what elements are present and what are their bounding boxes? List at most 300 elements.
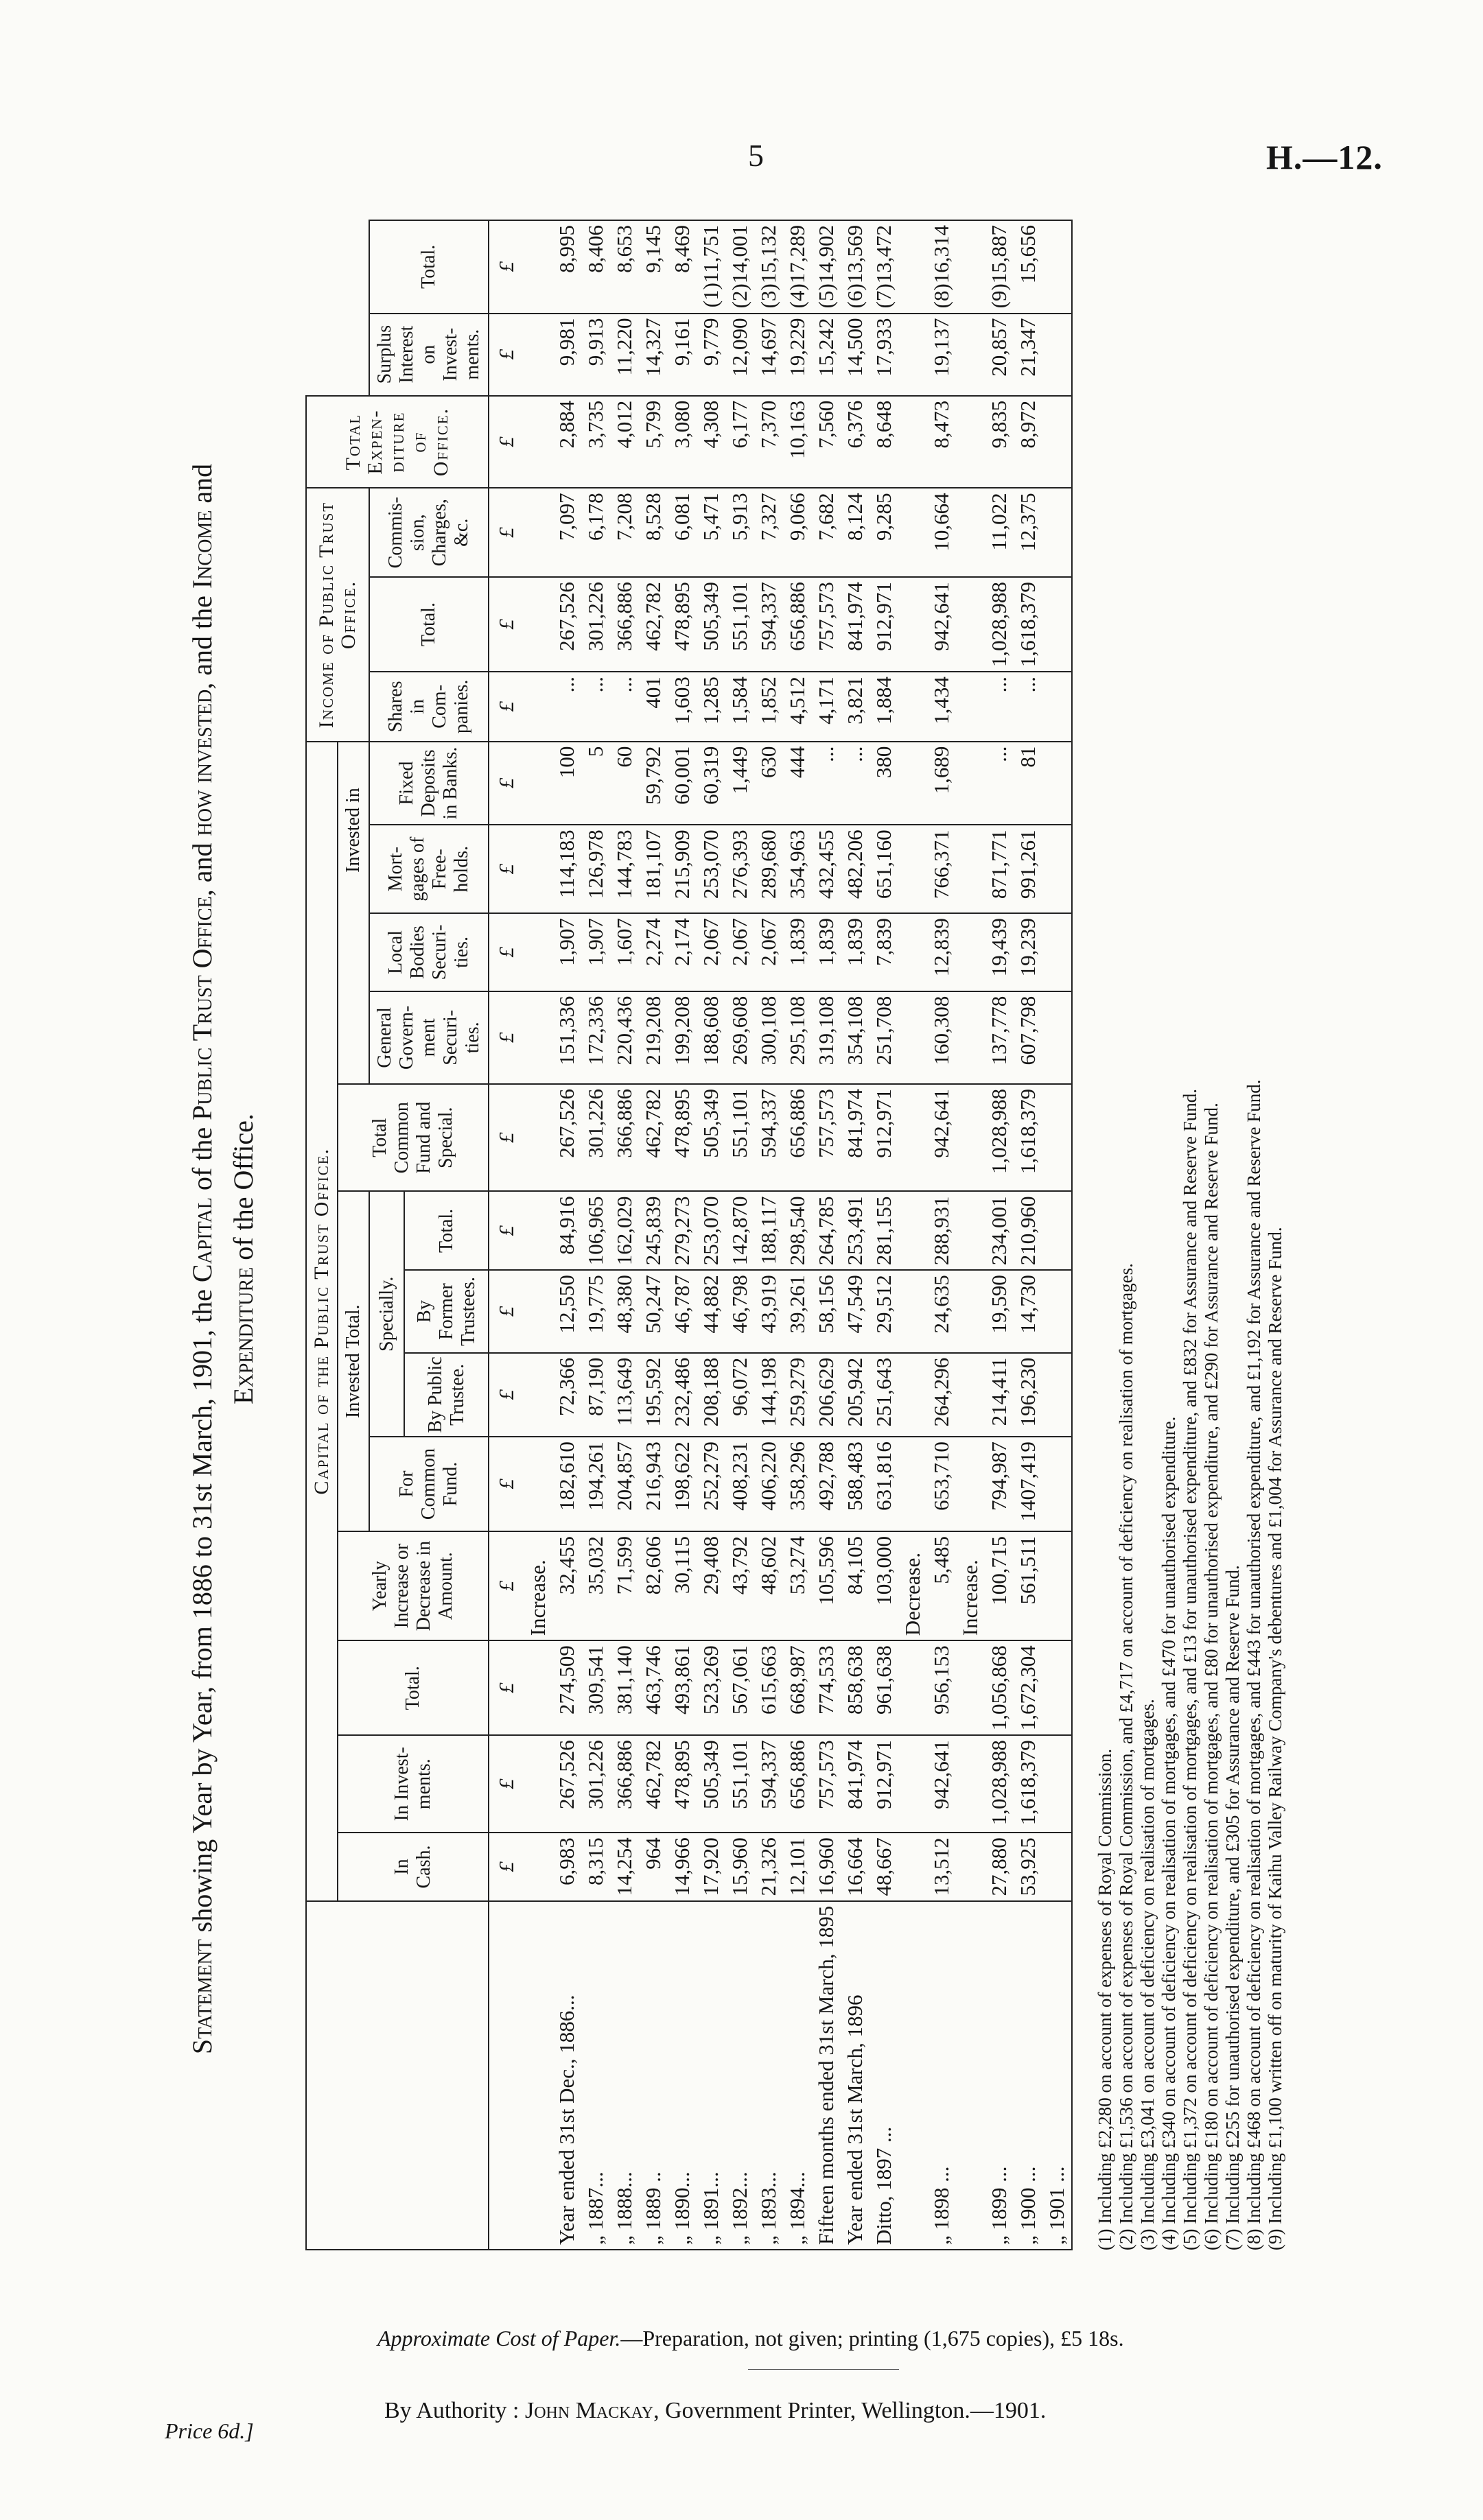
cell-cash: 21,326 [754,1833,783,1901]
cell-common: 631,816 [869,1437,898,1531]
unit-symbol: £ [489,1833,524,1901]
table-row [639,220,668,2250]
cell-invtot: 841,974 [841,577,869,672]
cell-fixed: 100 [552,742,581,825]
cell-surplus: 10,163 [783,396,812,488]
cost-note-label: Approximate Cost of Paper. [377,2326,621,2351]
cell-local: 7,839 [869,913,898,991]
cell-tcs: 942,641 [927,1084,956,1192]
cell-cash: 17,920 [697,1833,725,1901]
cell-common: 794,987 [985,1437,1014,1531]
cell-inv: 757,573 [812,1735,841,1833]
note-cell [898,742,927,825]
cell-change: 105,596 [812,1531,841,1640]
cell-change: 5,485 [927,1531,956,1640]
change-note-row [956,220,985,2250]
cell-local: 1,907 [552,913,581,991]
cell-inctot: 12,090 [725,314,754,396]
cell-spec: 253,070 [697,1192,725,1271]
cell-total: 274,509 [552,1640,581,1735]
change-note-row [898,220,927,2250]
cell-total [1042,1640,1072,1735]
cell-mort: 181,107 [639,825,668,913]
cell-shares: 401 [639,672,668,742]
cell-inv: 1,618,379 [1014,1735,1042,1833]
cell-total: 615,663 [754,1640,783,1735]
fixed-deposits-header: Fixed Deposits in Banks. [369,742,489,825]
title-word-office: Public Trust Office [187,896,218,1120]
note-cell [524,1901,552,2250]
units-row [489,220,524,2250]
cell-inctot: 20,857 [985,314,1014,396]
title-word-capital: Capital [187,1197,218,1283]
cell-comm: 8,124 [841,488,869,577]
unit-symbol: £ [489,1531,524,1640]
cell-inv: 841,974 [841,1735,869,1833]
cell-total: 381,140 [610,1640,639,1735]
cell-spec: 106,965 [581,1192,610,1271]
cell-tcs: 478,895 [668,1084,697,1192]
cell-former: 14,730 [1014,1270,1042,1352]
increase-note-row [524,220,552,2250]
footnotes [1095,261,1286,2250]
note-cell [524,1437,552,1531]
cell-spec: 84,916 [552,1192,581,1271]
cell-inv: 366,886 [610,1735,639,1833]
cell-surplus [1042,396,1072,488]
cell-change: 43,792 [725,1531,754,1640]
total-common-special-header: Total Common Fund and Special. [338,1084,489,1192]
cell-comm: 5,913 [725,488,754,577]
cell-change: 561,511 [1014,1531,1042,1640]
title-text-5: and [187,463,218,510]
unit-symbol: £ [489,577,524,672]
cost-note-text: —Preparation, not given; printing (1,675 copies), £5 18s. [620,2326,1124,2351]
cell-tcs: 505,349 [697,1084,725,1192]
cell-change: 48,602 [754,1531,783,1640]
invested-in-header: Invested in [338,577,369,1084]
note-cell [898,1353,927,1437]
table-row [812,220,841,2250]
cell-mort: 651,160 [869,825,898,913]
table-row [552,220,581,2250]
cell-common: 182,610 [552,1437,581,1531]
cell-mort: 482,206 [841,825,869,913]
cell-fixed: 5 [581,742,610,825]
cell-invtot: 478,895 [668,577,697,672]
row-label: „ 1900 ... [1014,1901,1042,2250]
local-bodies-header: Local Bodies Securi-ties. [369,913,489,991]
cell-common: 358,296 [783,1437,812,1531]
printer-name: John Mackay [524,2398,654,2423]
title-text-4: , and the [187,589,218,690]
cell-mort: 432,455 [812,825,841,913]
cell-comm: 7,682 [812,488,841,577]
cell-cash: 48,667 [869,1833,898,1901]
cell-gov: 295,108 [783,991,812,1084]
note-cell [956,314,985,396]
unit-symbol: £ [489,672,524,742]
note-cell [956,1270,985,1352]
cell-pub: 232,486 [668,1353,697,1437]
cell-change: 100,715 [985,1531,1014,1640]
cell-inv: 912,971 [869,1735,898,1833]
cell-local: 19,239 [1014,913,1042,991]
cell-tcs: 301,226 [581,1084,610,1192]
cell-shares: ... [581,672,610,742]
cell-fixed: 81 [1014,742,1042,825]
cell-shares: 1,434 [927,672,956,742]
row-label: „ 1888... [610,1901,639,2250]
row-label: „ 1898 ... [927,1901,956,2250]
note-cell [524,991,552,1084]
note-cell [956,672,985,742]
title-word-income: Income [187,510,218,589]
cell-exp: (2)14,001 [725,220,754,314]
cell-gov [1042,991,1072,1084]
authority-line [384,2398,1046,2424]
cell-gov: 319,108 [812,991,841,1084]
unit-symbol: £ [489,742,524,825]
row-label: „ 1892... [725,1901,754,2250]
cell-total: 567,061 [725,1640,754,1735]
cell-exp: (8)16,314 [927,220,956,314]
footnote: (7) Including £255 for unauthorised expenditure, and £305 for Assurance and Reserve Fund. [1222,1565,1243,2250]
note-cell [956,1640,985,1735]
cell-comm: 9,066 [783,488,812,577]
footnote: (3) Including £3,041 on account of deficiency on realisation of mortgages. [1137,1699,1158,2250]
cell-gov: 199,208 [668,991,697,1084]
cell-exp [1042,220,1072,314]
cell-common: 406,220 [754,1437,783,1531]
note-cell [956,1735,985,1833]
table-row [1042,220,1072,2250]
cell-tcs: 267,526 [552,1084,581,1192]
note-cell [898,396,927,488]
cell-comm: 10,664 [927,488,956,577]
cell-gov: 220,436 [610,991,639,1084]
cell-invtot: 301,226 [581,577,610,672]
cell-former: 50,247 [639,1270,668,1352]
cell-spec: 264,785 [812,1192,841,1271]
cell-surplus: 7,370 [754,396,783,488]
cell-cash: 15,960 [725,1833,754,1901]
note-cell [898,220,927,314]
cell-mort: 144,783 [610,825,639,913]
cell-local: 2,067 [725,913,754,991]
cell-pub: 72,366 [552,1353,581,1437]
note-cell [898,913,927,991]
cell-inctot: 9,981 [552,314,581,396]
cell-exp: 8,995 [552,220,581,314]
unit-symbol: £ [489,1640,524,1735]
cell-total: 961,638 [869,1640,898,1735]
cell-comm [1042,488,1072,577]
cell-cash: 16,960 [812,1833,841,1901]
general-govt-header: General Govern-ment Securi-ties. [369,991,489,1084]
cell-inctot: 14,697 [754,314,783,396]
unit-symbol: £ [489,1192,524,1271]
cell-comm: 7,327 [754,488,783,577]
cell-pub [1042,1353,1072,1437]
cell-spec: 234,001 [985,1192,1014,1271]
cell-invtot: 551,101 [725,577,754,672]
cell-tcs [1042,1084,1072,1192]
cell-surplus: 3,735 [581,396,610,488]
cell-fixed: 1,449 [725,742,754,825]
cell-mort: 766,371 [927,825,956,913]
income-total-header: Total. [369,220,489,314]
cell-former: 12,550 [552,1270,581,1352]
cell-gov: 188,608 [697,991,725,1084]
row-label: „ 1893... [754,1901,783,2250]
cell-shares: 4,512 [783,672,812,742]
cell-surplus: 8,972 [1014,396,1042,488]
note-cell [524,742,552,825]
cell-pub: 264,296 [927,1353,956,1437]
cell-shares: 1,584 [725,672,754,742]
cell-exp: 8,469 [668,220,697,314]
unit-symbol: £ [489,488,524,577]
cell-mort [1042,825,1072,913]
cell-cash: 53,925 [1014,1833,1042,1901]
cell-shares: ... [985,672,1014,742]
unit-symbol: £ [489,220,524,314]
cell-change: 103,000 [869,1531,898,1640]
page-number: 5 [748,138,764,173]
cell-gov: 219,208 [639,991,668,1084]
cell-surplus: 7,560 [812,396,841,488]
statement-table-body [489,220,1072,2250]
cell-former: 24,635 [927,1270,956,1352]
cell-fixed: ... [985,742,1014,825]
total-expenditure-header: Total Expen-diture of Office. [306,396,489,488]
cell-mort: 114,183 [552,825,581,913]
cell-inctot: 14,327 [639,314,668,396]
by-former-trustees-header: By Former Trustees. [404,1270,489,1352]
note-cell: Decrease. [898,1531,927,1640]
cell-inctot: 11,220 [610,314,639,396]
cell-fixed [1042,742,1072,825]
authority-suffix: , Government Printer, Wellington.—1901. [653,2398,1047,2423]
note-cell [898,1901,927,2250]
note-cell [898,488,927,577]
cell-local: 19,439 [985,913,1014,991]
cell-inv: 551,101 [725,1735,754,1833]
cell-total: 774,533 [812,1640,841,1735]
note-cell [898,314,927,396]
cell-total: 463,746 [639,1640,668,1735]
cell-pub: 208,188 [697,1353,725,1437]
cell-change: 30,115 [668,1531,697,1640]
title-text-6: of the Office. [228,1114,259,1267]
unit-symbol: £ [489,1353,524,1437]
cell-pub: 205,942 [841,1353,869,1437]
unit-symbol: £ [489,314,524,396]
cell-exp: (4)17,289 [783,220,812,314]
cell-shares: 1,603 [668,672,697,742]
row-label: Ditto, 1897 ... [869,1901,898,2250]
cell-tcs: 912,971 [869,1084,898,1192]
note-cell [956,913,985,991]
note-cell [524,314,552,396]
cell-invtot: 912,971 [869,577,898,672]
cell-inv: 942,641 [927,1735,956,1833]
cell-spec [1042,1192,1072,1271]
unit-symbol: £ [489,1084,524,1192]
cell-inctot: 19,137 [927,314,956,396]
cell-tcs: 366,886 [610,1084,639,1192]
common-fund-header: For Common Fund. [369,1437,489,1531]
cell-total: 1,672,304 [1014,1640,1042,1735]
unit-symbol: £ [489,825,524,913]
cell-common: 588,483 [841,1437,869,1531]
in-investments-header: In Invest-ments. [338,1735,489,1833]
unit-symbol: £ [489,396,524,488]
cell-exp: (5)14,902 [812,220,841,314]
cell-total: 523,269 [697,1640,725,1735]
commission-header: Commis-sion, Charges, &c. [369,488,489,577]
cell-mort: 253,070 [697,825,725,913]
cell-comm: 7,208 [610,488,639,577]
cell-pub: 251,643 [869,1353,898,1437]
cell-spec: 281,155 [869,1192,898,1271]
cell-local: 1,839 [783,913,812,991]
cell-surplus: 6,177 [725,396,754,488]
statement-rotated-block [182,213,1285,2305]
note-cell [956,825,985,913]
cell-comm: 9,285 [869,488,898,577]
cell-tcs: 462,782 [639,1084,668,1192]
cell-inv: 656,886 [783,1735,812,1833]
cell-spec: 298,540 [783,1192,812,1271]
cell-mort: 126,978 [581,825,610,913]
cell-local: 2,067 [697,913,725,991]
cell-local: 2,067 [754,913,783,991]
cell-surplus: 9,835 [985,396,1014,488]
table-row [841,220,869,2250]
cell-tcs: 594,337 [754,1084,783,1192]
total-header: Total. [338,1640,489,1735]
cell-spec: 142,870 [725,1192,754,1271]
statement-table [305,220,1073,2250]
cell-mort: 215,909 [668,825,697,913]
title-word-expenditure: Expenditure [228,1267,259,1404]
note-cell [956,1437,985,1531]
note-cell [524,220,552,314]
cell-fixed: 630 [754,742,783,825]
cell-surplus: 6,376 [841,396,869,488]
cell-cash: 14,254 [610,1833,639,1901]
cell-exp: 8,653 [610,220,639,314]
cell-shares: ... [552,672,581,742]
cell-invtot: 462,782 [639,577,668,672]
note-cell [524,672,552,742]
table-row [610,220,639,2250]
cell-former: 44,882 [697,1270,725,1352]
cell-local: 1,907 [581,913,610,991]
cell-total: 493,861 [668,1640,697,1735]
cell-gov: 607,798 [1014,991,1042,1084]
document-reference: H.—12. [1266,138,1383,176]
cell-fixed: ... [812,742,841,825]
cell-cash: 964 [639,1833,668,1901]
cell-common: 252,279 [697,1437,725,1531]
cell-inctot: 9,779 [697,314,725,396]
cell-surplus: 4,308 [697,396,725,488]
note-cell [524,488,552,577]
footnote: (6) Including £180 on account of deficiency on realisation of mortgages, and £80 for unauthorised expenditure, and £290 for Assurance and Reserve Fund. [1201,1103,1222,2250]
table-row [668,220,697,2250]
cell-shares: 3,821 [841,672,869,742]
title-text-2: of the [187,1120,218,1198]
cell-change: 84,105 [841,1531,869,1640]
note-cell [898,577,927,672]
cell-change: 71,599 [610,1531,639,1640]
cell-mort: 289,680 [754,825,783,913]
in-cash-header: In Cash. [338,1833,489,1901]
cell-pub: 87,190 [581,1353,610,1437]
cell-invtot: 505,349 [697,577,725,672]
cell-local: 2,274 [639,913,668,991]
cell-shares: 1,852 [754,672,783,742]
cell-inctot: 19,229 [783,314,812,396]
row-label: „ 1894... [783,1901,812,2250]
cell-change: 32,455 [552,1531,581,1640]
surplus-interest-header: Surplus Interest on Invest-ments. [369,314,489,396]
cell-spec: 253,491 [841,1192,869,1271]
cell-pub: 113,649 [610,1353,639,1437]
cell-tcs: 656,886 [783,1084,812,1192]
row-label: „ 1899 ... [985,1901,1014,2250]
note-cell: Increase. [524,1531,552,1640]
cell-surplus: 5,799 [639,396,668,488]
yearly-change-header: Yearly Increase or Decrease in Amount. [338,1531,489,1640]
cell-invtot: 267,526 [552,577,581,672]
note-cell [524,825,552,913]
cell-inv: 594,337 [754,1735,783,1833]
cell-gov: 172,336 [581,991,610,1084]
note-cell [524,1192,552,1271]
cell-total: 668,987 [783,1640,812,1735]
cell-local: 12,839 [927,913,956,991]
cell-mort: 354,963 [783,825,812,913]
cell-pub: 195,592 [639,1353,668,1437]
cell-surplus: 4,012 [610,396,639,488]
statement-title [182,213,264,2305]
cell-exp: (6)13,569 [841,220,869,314]
note-cell [956,991,985,1084]
cell-local: 2,174 [668,913,697,991]
cell-inctot: 15,242 [812,314,841,396]
cell-local [1042,913,1072,991]
invested-in-total-header: Total. [369,577,489,672]
cell-comm: 5,471 [697,488,725,577]
units-blank [489,1901,524,2250]
cell-comm: 11,022 [985,488,1014,577]
cell-former: 58,156 [812,1270,841,1352]
cell-change: 53,274 [783,1531,812,1640]
cell-former: 19,775 [581,1270,610,1352]
row-label: Year ended 31st March, 1896 [841,1901,869,2250]
cell-inctot: 17,933 [869,314,898,396]
row-label: „ 1889 .. [639,1901,668,2250]
cell-tcs: 1,618,379 [1014,1084,1042,1192]
cell-common: 194,261 [581,1437,610,1531]
cell-former [1042,1270,1072,1352]
table-row [1014,220,1042,2250]
cell-former: 46,798 [725,1270,754,1352]
